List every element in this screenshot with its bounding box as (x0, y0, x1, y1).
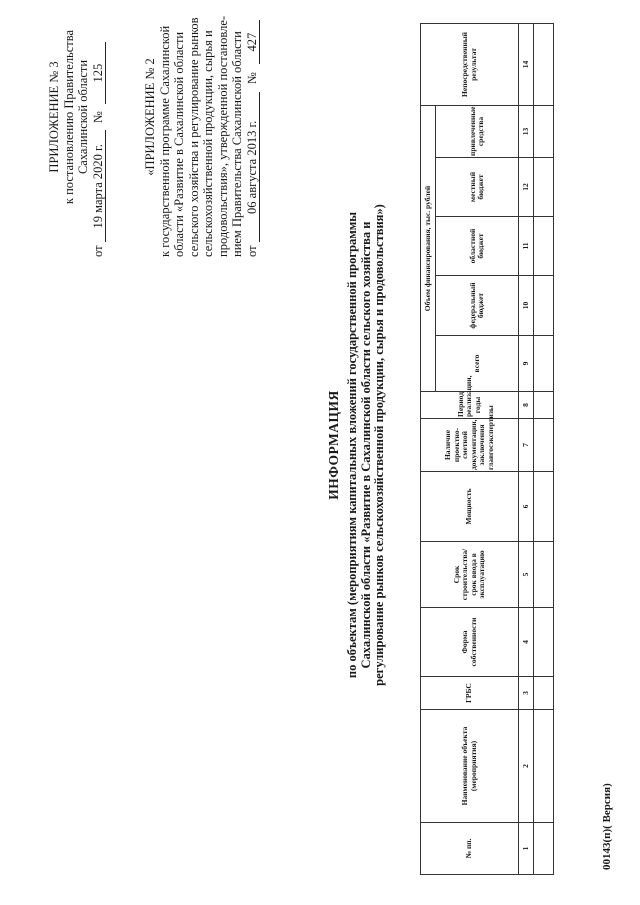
appendix-header (47, 0, 106, 257)
table-cell (534, 105, 554, 157)
header-attracted: привлеченные средства (436, 105, 519, 157)
column-number: 3 (519, 677, 534, 710)
prev-appendix-line-5: продовольствия», утвержденной постановле- (215, 15, 230, 257)
prev-appendix-line-2: области «Развитие в Сахалинской области (172, 31, 186, 257)
header-result: Непосредственный результат (421, 23, 519, 105)
appendix-number: 125 (91, 42, 107, 104)
document-subtitle-line-2: Сахалинской области «Развитие в Сахалинской области сельского хозяйства и (358, 221, 373, 669)
header-num: № пп. (421, 823, 519, 875)
prev-appendix-line-3: сельского хозяйства и регулирование рынков (186, 17, 201, 257)
prev-appendix-line-1: к государственной программе Сахалинской (157, 25, 172, 257)
column-number: 10 (519, 276, 534, 336)
appendix-from-word: от (90, 245, 105, 257)
appendix-date-line (91, 0, 107, 257)
column-number: 6 (519, 472, 534, 542)
table-cell (534, 217, 554, 276)
table-cell (534, 472, 554, 542)
appendix-date: 19 марта 2020 г. (91, 130, 107, 242)
prev-appendix-number: 427 (245, 20, 261, 64)
header-finance: Объем финансирования, тыс. рублей (421, 105, 436, 391)
column-number: 13 (519, 105, 534, 157)
header-power: Мощность (421, 472, 519, 542)
header-period: Период реализации, годы (421, 392, 519, 419)
table-empty-row (534, 23, 554, 874)
version-footer: 00143(п)( Версия) (601, 783, 613, 870)
document-subtitle-line-3: регулирование рынков сельскохозяйственной продукции, сырья и продовольствия») (372, 204, 386, 686)
appendix-line-2: Сахалинской области (76, 59, 90, 175)
column-number: 14 (519, 23, 534, 105)
table-cell (534, 336, 554, 392)
document-heading: ИНФОРМАЦИЯ (326, 390, 341, 500)
prev-appendix-date: 06 августа 2013 г. (245, 92, 261, 242)
appendix-line-1: к постановлению Правительства (61, 29, 76, 205)
header-local: местный бюджет (436, 158, 519, 217)
column-number: 5 (519, 542, 534, 608)
header-grbs: ГРБС (421, 677, 519, 710)
header-federal: федеральный бюджет (436, 276, 519, 336)
document-subtitle-line-1: по объектам (мероприятиям капитальных вложений государственной программы (345, 211, 359, 679)
appendix-title: ПРИЛОЖЕНИЕ № 3 (47, 61, 61, 173)
column-number: 12 (519, 158, 534, 217)
table-cell (534, 23, 554, 105)
prev-appendix-line-6: нием Правительства Сахалинской области (230, 31, 244, 257)
column-number: 11 (519, 217, 534, 276)
objects-table (420, 23, 554, 875)
table-cell (534, 158, 554, 217)
previous-appendix-block (143, 0, 260, 257)
header-term: Срок строительства/ срок ввода в эксплуатацию (421, 542, 519, 608)
table-cell (534, 276, 554, 336)
header-total: всего (436, 336, 519, 392)
column-number: 4 (519, 608, 534, 677)
header-regional: областной бюджет (436, 217, 519, 276)
prev-appendix-from-word: от (244, 245, 259, 257)
column-number: 8 (519, 392, 534, 419)
table-cell (534, 542, 554, 608)
table-header-row-1 (421, 23, 436, 874)
column-number: 2 (519, 710, 534, 823)
prev-appendix-date-line (245, 0, 261, 257)
table-cell (534, 392, 554, 419)
table-cell (534, 677, 554, 710)
column-number-row (519, 23, 534, 874)
appendix-no-word: № (90, 111, 105, 124)
column-number: 7 (519, 419, 534, 472)
header-form: Форма собственности (421, 608, 519, 677)
table-cell (534, 419, 554, 472)
header-psd: Наличие проектно-сметной документации, заключения главгосэкспертизы (421, 419, 519, 472)
prev-appendix-no-word: № (244, 72, 259, 85)
table-cell (534, 823, 554, 875)
table-cell (534, 608, 554, 677)
column-number: 1 (519, 823, 534, 875)
column-number: 9 (519, 336, 534, 392)
table-cell (534, 710, 554, 823)
header-name: Наименование объекта (мероприятия) (421, 710, 519, 823)
prev-appendix-title: «ПРИЛОЖЕНИЕ № 2 (143, 58, 157, 176)
document-title-block (326, 165, 387, 725)
prev-appendix-line-4: сельскохозяйственной продукции, сырья и (201, 30, 215, 257)
